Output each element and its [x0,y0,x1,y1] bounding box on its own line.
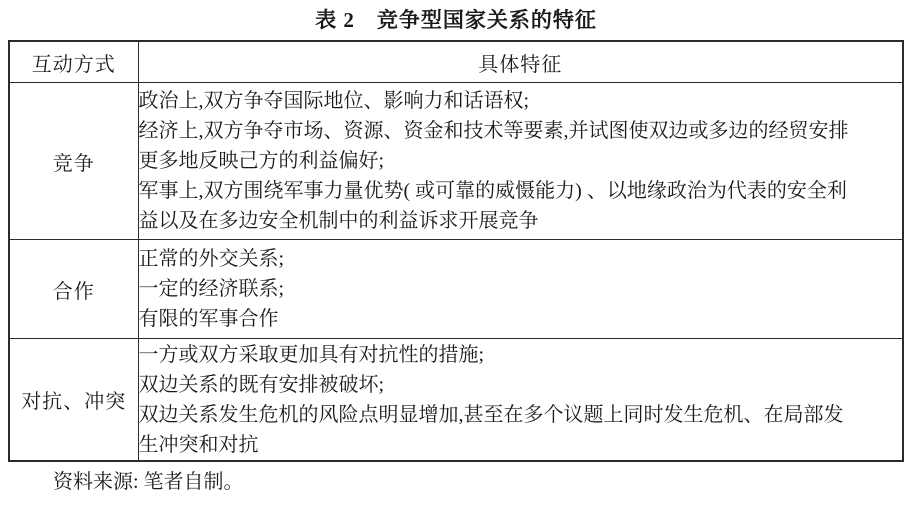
table-header-row [9,41,903,83]
mode-label-cooperation: 合作 [9,240,138,339]
feature-line: 益以及在多边安全机制中的利益诉求开展竞争 [138,210,539,232]
feature-line: 生冲突和对抗 [138,433,259,456]
header-features: 具体特征 [138,41,903,83]
table-title: 表 2 竞争型国家关系的特征 [315,8,597,32]
features-cell-conflict [138,339,903,462]
feature-line: 正常的外交关系; [138,248,285,270]
feature-line: 一定的经济联系; [138,278,285,300]
feature-line: 双边关系的既有安排被破坏; [138,373,385,396]
feature-line: 双边关系发生危机的风险点明显增加,甚至在多个议题上同时发生危机、在局部发 [138,403,844,426]
feature-line: 经济上,双方争夺市场、资源、资金和技术等要素,并试图使双边或多边的经贸安排 [138,120,849,142]
feature-line: 更多地反映己方的利益偏好; [138,150,385,172]
header-mode: 互动方式 [9,41,138,83]
feature-line: 政治上,双方争夺国际地位、影响力和话语权; [138,90,530,112]
features-cell-cooperation [138,240,903,339]
table-row [9,240,903,339]
table-row [9,83,903,240]
source-note: 资料来源: 笔者自制。 [53,471,244,493]
feature-table [8,40,904,462]
table-row [9,339,903,462]
mode-label-competition: 竞争 [9,83,138,240]
feature-line: 军事上,双方围绕军事力量优势( 或可靠的威慑能力) 、以地缘政治为代表的安全利 [138,180,847,202]
mode-label-conflict: 对抗、冲突 [9,339,138,462]
features-cell-competition [138,83,903,240]
feature-line: 有限的军事合作 [138,308,279,330]
feature-line: 一方或双方采取更加具有对抗性的措施; [138,343,485,366]
